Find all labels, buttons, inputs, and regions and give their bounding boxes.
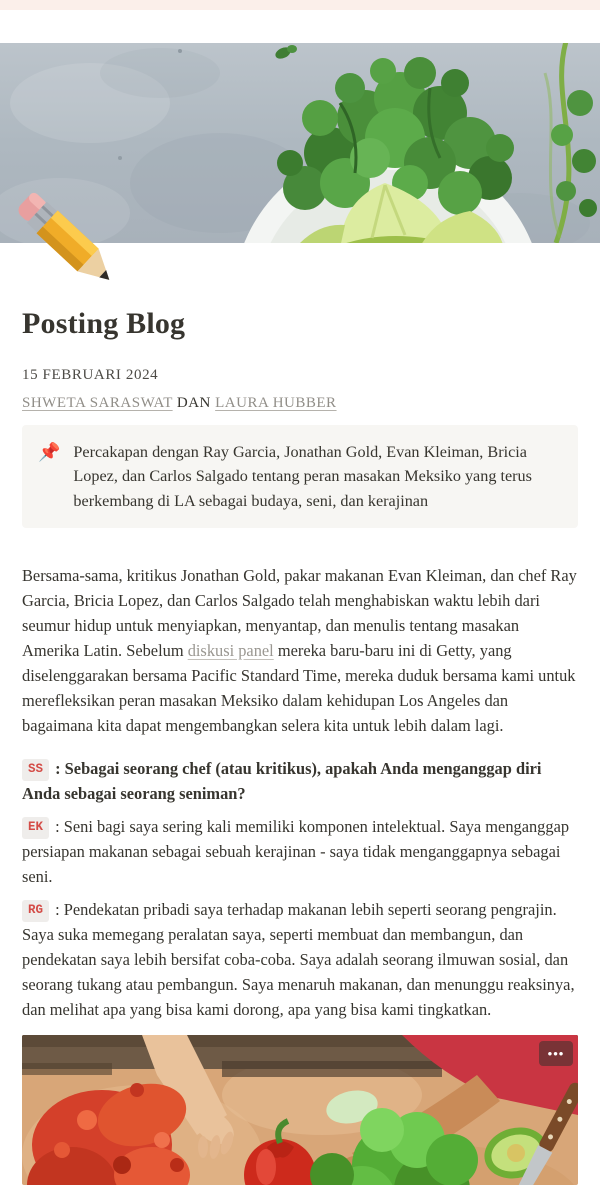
- content-image[interactable]: [22, 1035, 578, 1185]
- summary-callout: [22, 425, 578, 528]
- panel-discussion-link[interactable]: diskusi panel: [187, 640, 274, 660]
- answer-ek: [22, 815, 578, 890]
- page-content: [0, 307, 600, 1185]
- pencil-icon: [16, 190, 120, 294]
- byline-conjunction: DAN: [176, 395, 211, 411]
- intro-text-after: mereka baru-baru ini di Getty, yang diselenggarakan bersama Pacific Standard Time, mereka duduk bersama kami untuk merefleksikan peran masakan Meksiko dalam kehidupan Los Angeles dan bagaimana kita dapat mengembangkan selera kita untuk lebih dalam lagi.: [22, 640, 576, 735]
- pencil-page-icon[interactable]: [16, 190, 120, 294]
- pushpin-icon: 📌: [38, 442, 61, 462]
- byline: [22, 395, 578, 412]
- speaker-badge-ss: SS: [22, 759, 49, 781]
- intro-paragraph: [22, 564, 578, 739]
- answer-rg: [22, 898, 578, 1023]
- speaker-badge-ek: EK: [22, 817, 49, 839]
- intro-text-before: Bersama-sama, kritikus Jonathan Gold, pakar makanan Evan Kleiman, dan chef Ray Garcia, Bricia Lopez, dan Carlos Salgado telah menghabiskan waktu lebih dari seumur hidup untuk menyiapkan, menyantap, dan menulis tentang masakan Amerika Latin. Sebelum: [22, 565, 577, 660]
- author-link-shweta-saraswat[interactable]: SHWETA SARASWAT: [22, 395, 173, 411]
- post-date: 15 FEBRUARI 2024: [22, 367, 159, 383]
- page-title: Posting Blog: [22, 307, 186, 340]
- summary-callout-text: Percakapan dengan Ray Garcia, Jonathan Gold, Evan Kleiman, Bricia Lopez, dan Carlos Salgado tentang peran masakan Meksiko yang terus berkembang di LA sebagai budaya, seni, dan kerajinan: [73, 443, 532, 510]
- image-options-button[interactable]: •••: [539, 1041, 573, 1066]
- top-banner: [0, 0, 600, 10]
- answer-ek-text: : Seni bagi saya sering kali memiliki komponen intelektual. Saya menganggap persiapan makanan sebagai sebuah kerajinan - saya tidak menganggapnya sebagai seni.: [22, 817, 570, 887]
- author-link-laura-hubber[interactable]: LAURA HUBBER: [215, 395, 337, 411]
- chopping-vegetables-illustration: [22, 1035, 578, 1185]
- speaker-badge-rg: RG: [22, 900, 49, 922]
- answer-rg-text: : Pendekatan pribadi saya terhadap makanan lebih seperti seorang pengrajin. Saya suka memegang peralatan saya, seperti membuat dan membangun, dan pendekatan saya lebih bersifat coba-coba. Saya adalah seorang ilmuwan sosial, dan seorang tukang atau pembangun. Saya menaruh makanan, dan menunggu reaksinya, dan melihat apa yang bisa kami dorong, apa yang bisa kami tingkatkan.: [22, 900, 575, 1019]
- question-ss-text: : Sebagai seorang chef (atau kritikus), apakah Anda menganggap diri Anda sebagai seorang seniman?: [22, 759, 542, 804]
- question-ss: [22, 757, 578, 807]
